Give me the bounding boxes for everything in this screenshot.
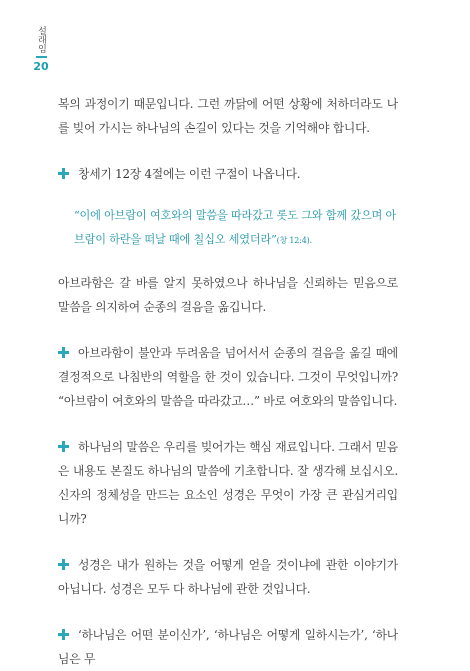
cross-icon [58,559,69,570]
page-header [30,26,52,73]
page-body [58,92,398,671]
quote-text: “이에 아브람이 여호와의 말씀을 따라갔고 롯도 그와 함께 갔으며 아브람이 하란을 떠날 때에 칠십오 세였더라” [74,209,397,246]
bullet-paragraph-6 [58,553,398,601]
paragraph-5-text: 하나님의 말씀은 우리를 빚어가는 핵심 재료입니다. 그래서 믿음은 내용도 본질도 하나님의 말씀에 기초합니다. 잘 생각해 보십시오. 신자의 정체성을 만드는 요소인 성경은 무엇이 가장 큰 관심거리입니까? [58,440,398,526]
paragraph-2-text: 창세기 12장 4절에는 이런 구절이 나옵니다. [78,167,301,181]
paragraph-4-text: 아브라함이 불안과 두려움을 넘어서서 순종의 걸음을 옮길 때에 결정적으로 나침반의 역할을 한 것이 있습니다. 그것이 무엇입니까? “아브람이 여호와의 말씀을 따라갔고…” 바로 여호와의 말씀입니다. [58,346,398,408]
paragraph-1: 복의 과정이기 때문입니다. 그런 까닭에 어떤 상황에 처하더라도 나를 빚어 가시는 하나님의 손길이 있다는 것을 기억해야 합니다. [58,97,398,135]
cross-icon [58,347,69,358]
bullet-paragraph-4 [58,341,398,413]
paragraph-3: 아브라함은 갈 바를 알지 못하였으나 하나님을 신뢰하는 믿음으로 말씀을 의지하여 순종의 걸음을 옮깁니다. [58,276,398,314]
paragraph-6-text: 성경은 내가 원하는 것을 어떻게 얻을 것이냐에 관한 이야기가 아닙니다. 성경은 모두 다 하나님에 관한 것입니다. [58,558,398,596]
bullet-paragraph-7 [58,623,398,671]
header-divider [36,56,47,58]
page-number: 20 [33,60,49,73]
paragraph-7-text: ‘하나님은 어떤 분이신가’, ‘하나님은 어떻게 일하시는가’, ‘하나님은 무 [58,628,398,666]
bullet-paragraph-5 [58,435,398,531]
cross-icon [58,168,69,179]
bullet-paragraph-2 [58,162,398,186]
cross-icon [58,441,69,452]
scripture-quote [74,204,398,253]
cross-icon [58,629,69,640]
quote-reference: (창 12:4). [276,236,312,245]
running-title: 설래임 [36,26,46,53]
